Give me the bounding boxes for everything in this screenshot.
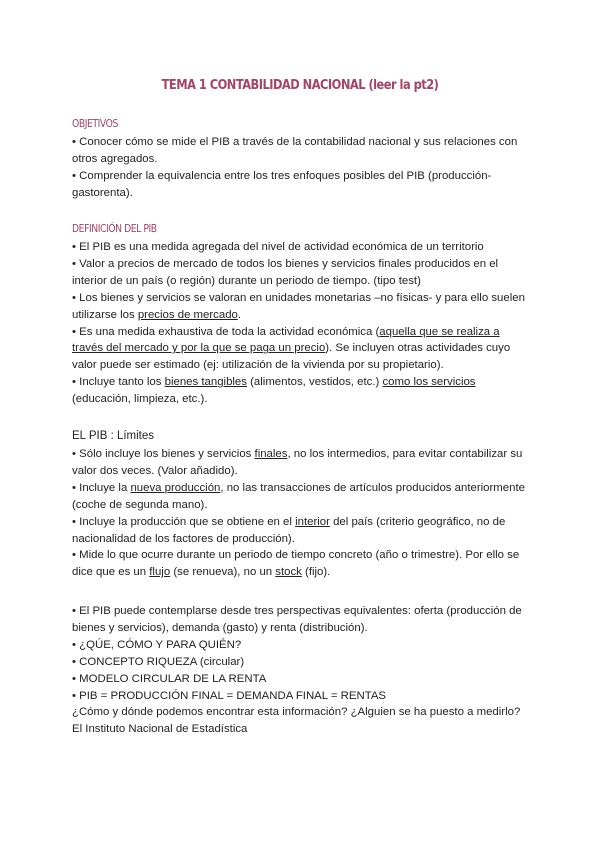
list-item: • El PIB puede contemplarse desde tres perspectivas equivalentes: oferta (producción de bienes y servicios), demanda (gasto) y renta (distribución). bbox=[72, 605, 522, 634]
list-item: • ¿QÚE, CÓMO Y PARA QUIÉN? bbox=[72, 638, 242, 651]
list-item bbox=[72, 374, 532, 408]
underlined-term: stock bbox=[275, 566, 302, 579]
text-run: , no las transacciones de artículos producidos anteriormente (coche de segunda mano). bbox=[72, 481, 525, 511]
objetivos-list bbox=[72, 134, 532, 202]
text-run: del país (criterio geográfico, no de nacionalidad de los factores de producción). bbox=[72, 515, 506, 545]
list-item: • Valor a precios de mercado de todos los bienes y servicios finales producidos en el interior de un país (o región) durante un periodo de tiempo. (tipo test) bbox=[72, 257, 499, 287]
list-item bbox=[72, 480, 532, 514]
list-item: ¿Cómo y dónde podemos encontrar esta información? ¿Alguien se ha puesto a medirlo? bbox=[72, 706, 521, 719]
list-item bbox=[72, 324, 532, 375]
text-run: • Es una medida exhaustiva de toda la actividad económica ( bbox=[72, 325, 380, 338]
objetivos-heading: OBJETIVOS bbox=[72, 118, 118, 130]
text-run: • Incluye la producción que se obtiene en el bbox=[72, 515, 296, 528]
list-item: El Instituto Nacional de Estadística bbox=[72, 723, 248, 736]
underlined-term: precios de mercado bbox=[137, 308, 238, 321]
text-run: • Incluye tanto los bbox=[72, 376, 165, 389]
list-item: • El PIB es una medida agregada del nivel de actividad económica de un territorio bbox=[72, 241, 484, 253]
text-run: (alimentos, vestidos, etc.) bbox=[246, 376, 383, 389]
underlined-term: aquella que se realiza a través del mercado y por la que se paga un precio bbox=[72, 325, 500, 355]
text-run: • Sólo incluye los bienes y servicios bbox=[72, 448, 255, 460]
text-run: • Mide lo que ocurre durante un periodo de tiempo concreto (año o trimestre). Por ello se dice que es un bbox=[72, 549, 520, 579]
document-title: TEMA 1 CONTABILIDAD NACIONAL (leer la pt2) bbox=[161, 78, 439, 93]
list-item: • Comprender la equivalencia entre los tres enfoques posibles del PIB (producción-gastorenta). bbox=[72, 169, 492, 199]
underlined-term: flujo bbox=[149, 566, 171, 579]
underlined-term: bienes tangibles bbox=[164, 376, 247, 389]
underlined-term: nueva producción bbox=[130, 481, 221, 494]
underlined-term: finales bbox=[254, 448, 288, 460]
list-item: • PIB = PRODUCCIÓN FINAL = DEMANDA FINAL = RENTAS bbox=[72, 689, 387, 702]
list-item bbox=[72, 446, 532, 480]
text-run: (fijo). bbox=[301, 566, 331, 579]
list-item bbox=[72, 547, 532, 581]
list-item: • MODELO CIRCULAR DE LA RENTA bbox=[72, 672, 267, 685]
list-item: • CONCEPTO RIQUEZA (circular) bbox=[72, 655, 245, 668]
limites-heading: EL PIB : Límites bbox=[72, 430, 155, 442]
list-item bbox=[72, 290, 532, 324]
underlined-term: como los servicios bbox=[382, 376, 476, 389]
limites-list bbox=[72, 446, 532, 581]
text-run: (educación, limpieza, etc.). bbox=[72, 393, 208, 406]
perspectivas-list bbox=[72, 603, 532, 738]
text-run: • Los bienes y servicios se valoran en unidades monetarias –no físicas- y para ello suelen utilizarse los bbox=[72, 291, 525, 321]
definicion-heading: DEFINICIÓN DEL PIB bbox=[72, 223, 157, 235]
underlined-term: interior bbox=[295, 515, 330, 528]
list-item bbox=[72, 514, 532, 548]
text-run: • Incluye la bbox=[72, 481, 131, 494]
text-run: (se renueva), no un bbox=[170, 566, 276, 579]
list-item: • Conocer cómo se mide el PIB a través de la contabilidad nacional y sus relaciones con otros agregados. bbox=[72, 136, 518, 165]
text-run: . bbox=[237, 308, 242, 321]
text-run: ). Se incluyen otras actividades cuyo valor puede ser estimado (ej: utilización de la vivienda por su propietario). bbox=[72, 342, 511, 372]
text-run: , no los intermedios, para evitar contabilizar su valor dos veces. (Valor añadido). bbox=[72, 448, 523, 477]
definicion-list bbox=[72, 239, 532, 408]
